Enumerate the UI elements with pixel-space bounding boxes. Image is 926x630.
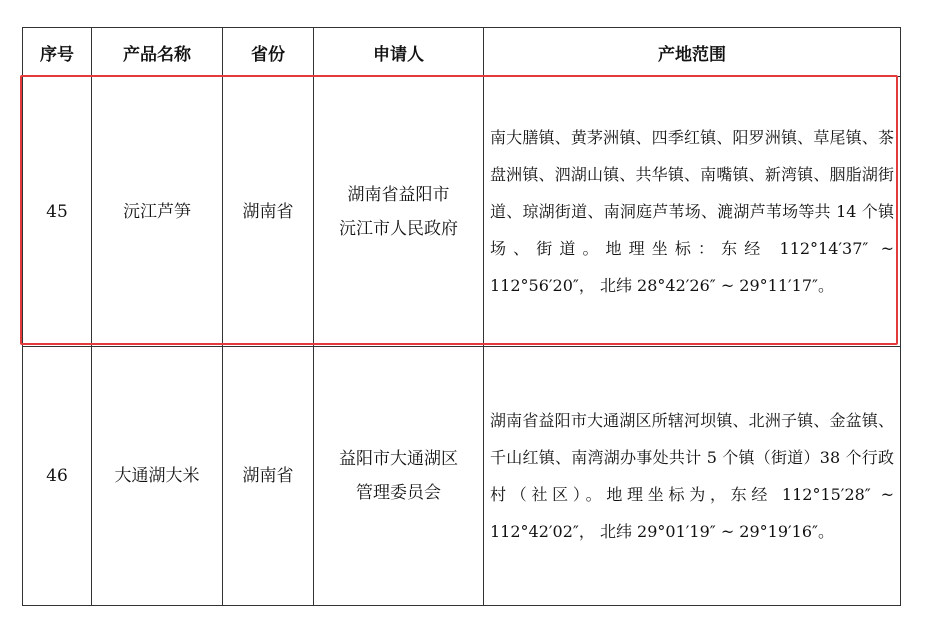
- cell-product-name: 大通湖大米: [92, 347, 223, 606]
- header-province: 省份: [223, 28, 314, 77]
- table-row: [23, 77, 901, 347]
- applicant-line-1: 益阳市大通湖区: [339, 449, 458, 469]
- cell-province: 湖南省: [223, 347, 314, 606]
- table-row: [23, 347, 901, 606]
- cell-product-name: 沅江芦笋: [92, 77, 223, 347]
- applicant-line-1: 湖南省益阳市: [347, 184, 450, 205]
- cell-applicant: [314, 77, 484, 347]
- cell-origin-range: 南大膳镇、黄茅洲镇、四季红镇、阳罗洲镇、草尾镇、茶盘洲镇、泗湖山镇、共华镇、南嘴镇、新湾镇、胭脂湖街道、琼湖街道、南洞庭芦苇场、漉湖芦苇场等共 14 个镇场、街道。地理坐标：东经 112°14′37″ ~ 112°56′20″， 北纬 28°42′26″ ~ 29°11′17″。: [484, 77, 901, 347]
- header-origin-range: 产地范围: [484, 28, 901, 77]
- cell-applicant: [314, 347, 484, 606]
- table-header-row: [23, 28, 901, 77]
- cell-serial-no: 45: [23, 77, 92, 347]
- cell-origin-range: 湖南省益阳市大通湖区所辖河坝镇、北洲子镇、金盆镇、千山红镇、南湾湖办事处共计 5 个镇（街道）38 个行政村（社区）。地理坐标为，东经 112°15′28″ ~ 112°42′02″， 北纬 29°01′19″ ~ 29°19′16″。: [484, 347, 901, 606]
- header-product-name: 产品名称: [92, 28, 223, 77]
- applicant-line-2: 管理委员会: [356, 483, 441, 503]
- cell-serial-no: 46: [23, 347, 92, 606]
- header-applicant: 申请人: [314, 28, 484, 77]
- header-serial-no: 序号: [23, 28, 92, 77]
- applicant-line-2: 沅江市人民政府: [339, 218, 458, 239]
- gi-product-table: [22, 27, 901, 606]
- cell-province: 湖南省: [223, 77, 314, 347]
